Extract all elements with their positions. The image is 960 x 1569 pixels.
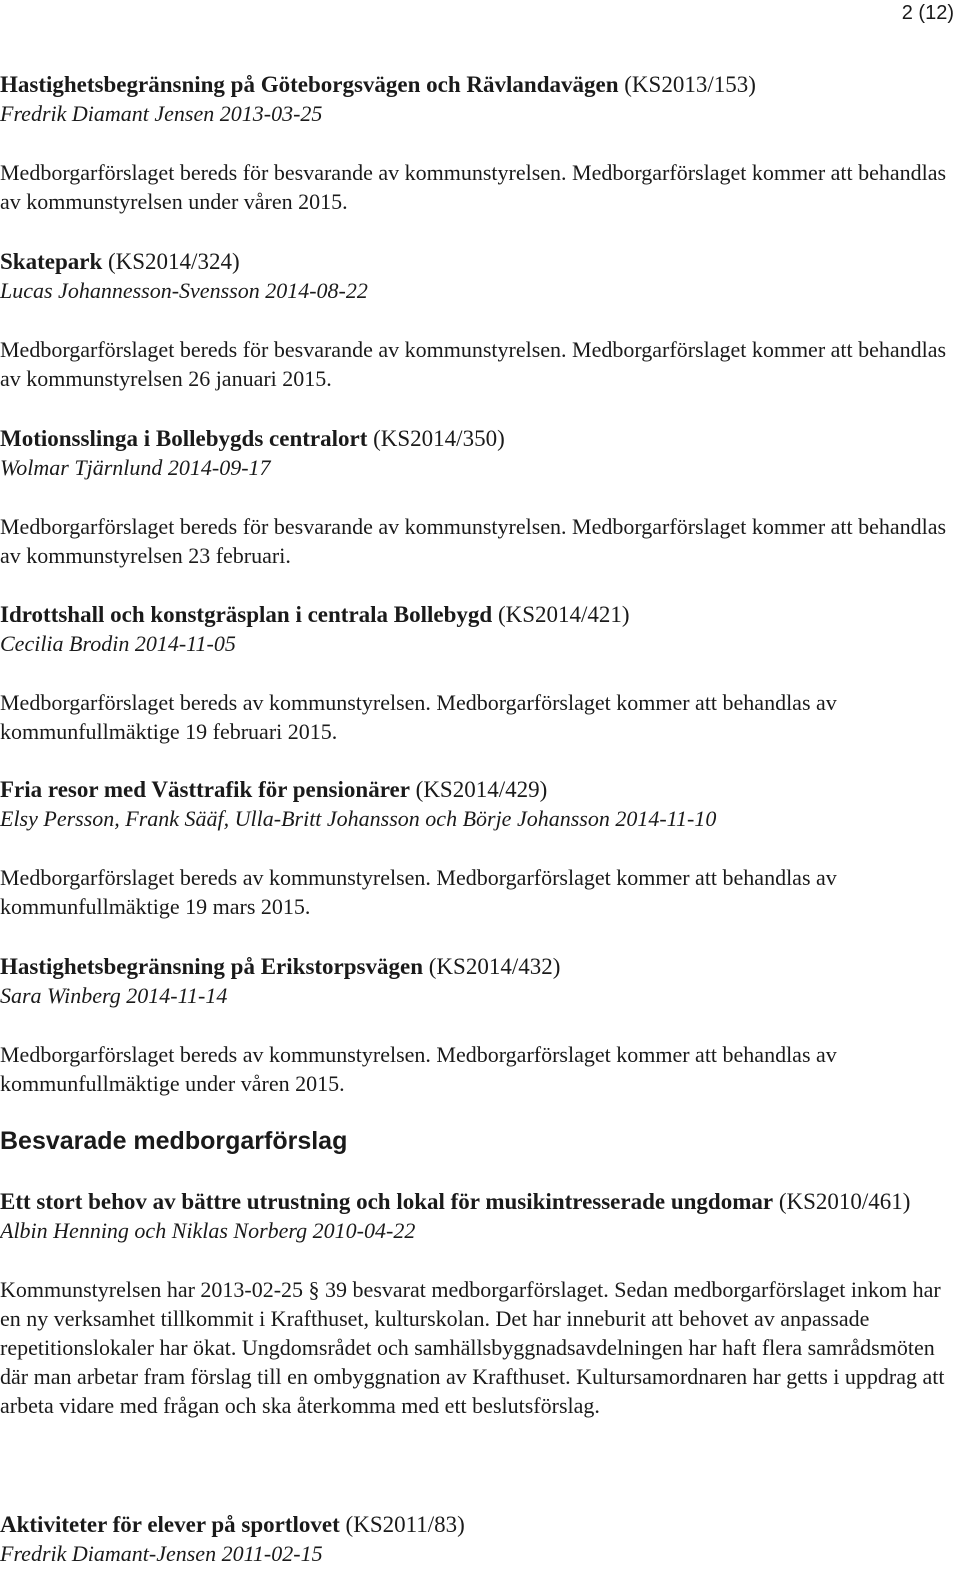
case-number: (KS2014/432) [428,954,561,979]
proposal-title [0,424,950,454]
proposal-title [0,70,950,100]
proposal-author: Sara Winberg 2014-11-14 [0,983,228,1008]
proposal-author: Fredrik Diamant Jensen 2013-03-25 [0,101,323,126]
proposal-title [0,1187,950,1217]
proposal-entry [0,247,950,393]
proposal-title [0,247,950,277]
case-number: (KS2014/350) [373,426,505,451]
proposal-author: Wolmar Tjärnlund 2014-09-17 [0,455,271,480]
proposal-author: Fredrik Diamant-Jensen 2011-02-15 [0,1541,323,1566]
proposal-entry [0,600,950,746]
case-number: (KS2013/153) [624,72,756,97]
proposal-title-text: Skatepark [0,249,103,274]
proposal-entry [0,70,950,216]
case-number: (KS2011/83) [345,1512,465,1537]
proposal-title [0,775,950,805]
proposal-entry [0,775,950,921]
proposal-status: Medborgarförslaget bereds av kommunstyrelsen. Medborgarförslaget kommer att behandlas av kommunfullmäktige under våren 2015. [0,1042,837,1096]
proposal-status: Kommunstyrelsen har 2013-02-25 § 39 besvarat medborgarförslaget. Sedan medborgarförslaget inkom har en ny verksamhet tillkommit i Krafthuset, kulturskolan. Det har inneburit att behovet av anpassade repetitionslokaler har ökat. Ungdomsrådet och samhällsbyggnadsavdelningen har haft flera samrådsmöten där man arbetar fram förslag till en ombyggnation av Krafthuset. Kultursamordnaren har getts i uppdrag att arbeta vidare med frågan och ska återkomma med ett beslutsförslag. [0,1277,945,1418]
case-number: (KS2014/324) [108,249,240,274]
proposal-author: Cecilia Brodin 2014-11-05 [0,631,236,656]
proposal-title [0,600,950,630]
proposal-title-text: Hastighetsbegränsning på Göteborgsvägen och Rävlandavägen [0,72,619,97]
proposal-entry [0,424,950,570]
section-heading: Besvarade medborgarförslag [0,1127,348,1155]
case-number: (KS2014/421) [497,602,630,627]
page-number: 2 (12) [901,2,954,24]
case-number: (KS2014/429) [415,777,548,802]
proposal-title-text: Idrottshall och konstgräsplan i centrala Bollebygd [0,602,493,627]
case-number: (KS2010/461) [778,1189,911,1214]
proposal-author: Elsy Persson, Frank Sääf, Ulla-Britt Johansson och Börje Johansson 2014-11-10 [0,806,717,831]
proposal-status: Medborgarförslaget bereds av kommunstyrelsen. Medborgarförslaget kommer att behandlas av kommunfullmäktige 19 februari 2015. [0,690,837,744]
proposal-status: Medborgarförslaget bereds av kommunstyrelsen. Medborgarförslaget kommer att behandlas av kommunfullmäktige 19 mars 2015. [0,865,837,919]
proposal-title-text: Hastighetsbegränsning på Erikstorpsvägen [0,954,424,979]
answered-entry [0,1187,950,1420]
proposal-entry [0,952,950,1098]
proposal-status: Medborgarförslaget bereds för besvarande av kommunstyrelsen. Medborgarförslaget kommer att behandlas av kommunstyrelsen 26 januari 2015. [0,337,947,391]
proposal-status: Medborgarförslaget bereds för besvarande av kommunstyrelsen. Medborgarförslaget kommer att behandlas av kommunstyrelsen under våren 2015. [0,160,947,214]
proposal-author: Albin Henning och Niklas Norberg 2010-04-22 [0,1218,416,1243]
proposal-title-text: Aktiviteter för elever på sportlovet [0,1512,340,1537]
proposal-title-text: Ett stort behov av bättre utrustning och lokal för musikintresserade ungdomar [0,1189,774,1214]
section [0,1127,950,1156]
proposal-author: Lucas Johannesson-Svensson 2014-08-22 [0,278,368,303]
proposal-title [0,952,950,982]
proposal-title-text: Motionsslinga i Bollebygds centralort [0,426,368,451]
proposal-title-text: Fria resor med Västtrafik för pensionärer [0,777,410,802]
answered-entry [0,1510,950,1568]
proposal-title [0,1510,950,1540]
proposal-status: Medborgarförslaget bereds för besvarande av kommunstyrelsen. Medborgarförslaget kommer att behandlas av kommunstyrelsen 23 februari. [0,514,947,568]
